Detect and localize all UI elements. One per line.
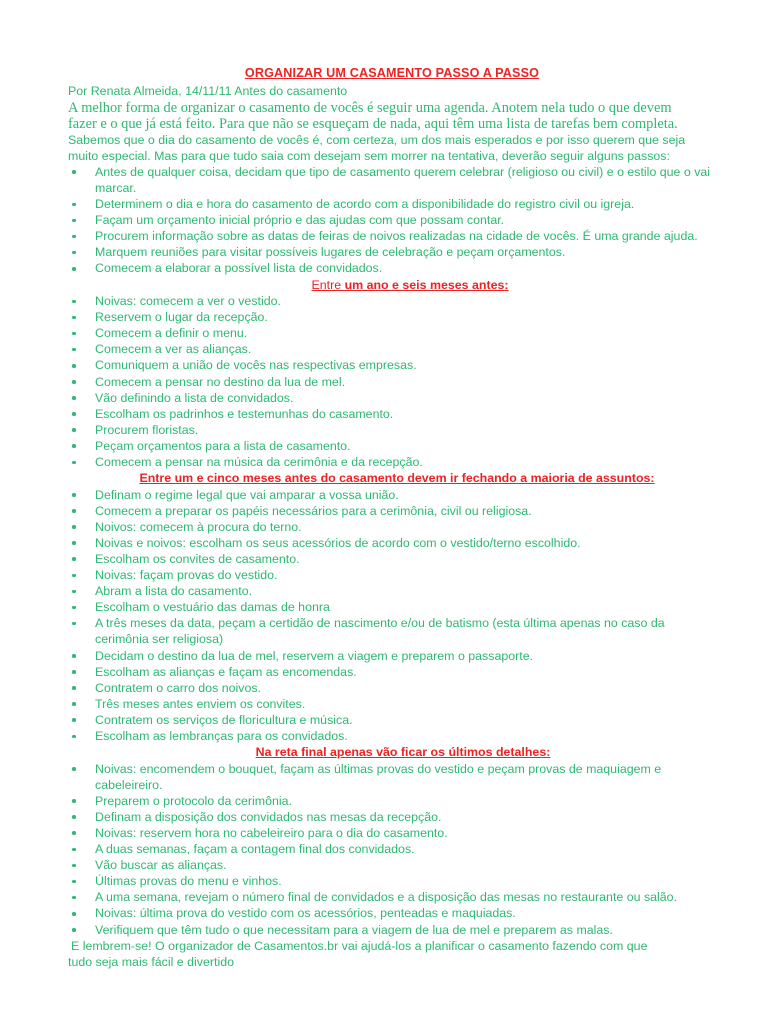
list-item: Procurem informação sobre as datas de feiras de noivos realizadas na cidade de vocês. É uma grande ajuda. <box>68 228 716 244</box>
list-item: Marquem reuniões para visitar possíveis lugares de celebração e peçam orçamentos. <box>68 244 716 260</box>
list-item: Escolham as lembranças para os convidados. <box>68 728 716 744</box>
list-item: Noivas: última prova do vestido com os acessórios, penteadas e maquiadas. <box>68 905 716 921</box>
list-item: Definam o regime legal que vai amparar a vossa união. <box>68 487 716 503</box>
closing-paragraph-line-1: E lembrem-se! O organizador de Casamentos.br vai ajudá-los a planificar o casamento fazendo com que <box>71 938 648 953</box>
list-item: Noivas: encomendem o bouquet, façam as últimas provas do vestido e peçam provas de maquiagem e cabeleireiro. <box>68 761 716 793</box>
list-item: Escolham o vestuário das damas de honra <box>68 599 716 615</box>
section-heading-1-bold: um ano e seis meses antes: <box>344 277 509 292</box>
task-list-section-1 <box>68 293 716 470</box>
list-item: Comecem a definir o menu. <box>68 325 716 341</box>
section-heading-3 <box>68 744 716 761</box>
section-heading-1 <box>68 277 716 294</box>
list-item: Reservem o lugar da recepção. <box>68 309 716 325</box>
task-list-section-2 <box>68 487 716 745</box>
list-item: Vão buscar as alianças. <box>68 857 716 873</box>
list-item: Noivos: comecem à procura do terno. <box>68 519 716 535</box>
list-item: Preparem o protocolo da cerimônia. <box>68 793 716 809</box>
list-item: Escolham os padrinhos e testemunhas do casamento. <box>68 406 716 422</box>
list-item: A três meses da data, peçam a certidão de nascimento e/ou de batismo (esta última apenas no caso da cerimônia ser religiosa) <box>68 615 716 647</box>
intro-paragraph-serif-line-1: A melhor forma de organizar o casamento de vocês é seguir uma agenda. Anotem nela tudo o que devem <box>68 99 672 116</box>
list-item: Últimas provas do menu e vinhos. <box>68 873 716 889</box>
list-item: Noivas: façam provas do vestido. <box>68 567 716 583</box>
section-heading-3-bold: Na reta final apenas vão ficar os últimos detalhes: <box>255 745 551 760</box>
section-heading-1-regular: Entre <box>311 277 345 292</box>
list-item: Determinem o dia e hora do casamento de acordo com a disponibilidade do registro civil ou igreja. <box>68 196 716 212</box>
list-item: Comecem a preparar os papéis necessários para a cerimônia, civil ou religiosa. <box>68 503 716 519</box>
list-item: Definam a disposição dos convidados nas mesas da recepção. <box>68 809 716 825</box>
list-item: Decidam o destino da lua de mel, reservem a viagem e preparem o passaporte. <box>68 648 716 664</box>
list-item: Três meses antes enviem os convites. <box>68 696 716 712</box>
list-item: Noivas e noivos: escolham os seus acessórios de acordo com o vestido/terno escolhido. <box>68 535 716 551</box>
section-heading-2 <box>68 470 716 487</box>
byline: Por Renata Almeida, 14/11/11 Antes do casamento <box>68 84 348 98</box>
list-item: Escolham as alianças e façam as encomendas. <box>68 664 716 680</box>
list-item: Contratem os serviços de floricultura e música. <box>68 712 716 728</box>
list-item: Escolham os convites de casamento. <box>68 551 716 567</box>
list-item: Contratem o carro dos noivos. <box>68 680 716 696</box>
closing-paragraph-line-2: tudo seja mais fácil e divertido <box>68 954 234 969</box>
list-item: Procurem floristas. <box>68 422 716 438</box>
list-item: Comecem a elaborar a possível lista de convidados. <box>68 260 716 276</box>
section-heading-1-text <box>312 278 509 292</box>
list-item: Antes de qualquer coisa, decidam que tipo de casamento querem celebrar (religioso ou civil) e o estilo que o vai marcar. <box>68 164 716 196</box>
list-item: Comecem a pensar no destino da lua de mel. <box>68 374 716 390</box>
intro-paragraph-sans: Sabemos que o dia do casamento de vocês é, com certeza, um dos mais esperados e por isso querem que seja muito especial. Mas para que tudo saia com desejam sem morrer na tentativa, deverão seguir alguns passos: <box>68 132 686 163</box>
list-item: Façam um orçamento inicial próprio e das ajudas com que possam contar. <box>68 212 716 228</box>
list-item: Abram a lista do casamento. <box>68 583 716 599</box>
list-item: Noivas: reservem hora no cabeleireiro para o dia do casamento. <box>68 825 716 841</box>
list-item: Noivas: comecem a ver o vestido. <box>68 293 716 309</box>
page-title: ORGANIZAR UM CASAMENTO PASSO A PASSO <box>244 66 540 80</box>
intro-paragraph-serif-line-2: fazer e o que já está feito. Para que não se esqueçam de nada, aqui têm uma lista de tarefas bem completa. <box>68 115 678 132</box>
task-list-section-0 <box>68 164 716 277</box>
list-item: Comecem a ver as alianças. <box>68 341 716 357</box>
list-item: A uma semana, revejam o número final de convidados e a disposição das mesas no restaurante ou salão. <box>68 889 716 905</box>
list-item: Comuniquem a união de vocês nas respectivas empresas. <box>68 357 716 373</box>
list-item: Vão definindo a lista de convidados. <box>68 390 716 406</box>
list-item: A duas semanas, façam a contagem final dos convidados. <box>68 841 716 857</box>
list-item: Verifiquem que têm tudo o que necessitam para a viagem de lua de mel e preparem as malas. <box>68 922 716 938</box>
list-item: Peçam orçamentos para a lista de casamento. <box>68 438 716 454</box>
task-list-section-3 <box>68 761 716 938</box>
section-heading-2-bold: Entre um e cinco meses antes do casamento devem ir fechando a maioria de assuntos: <box>139 471 655 486</box>
list-item: Comecem a pensar na música da cerimônia e da recepção. <box>68 454 716 470</box>
